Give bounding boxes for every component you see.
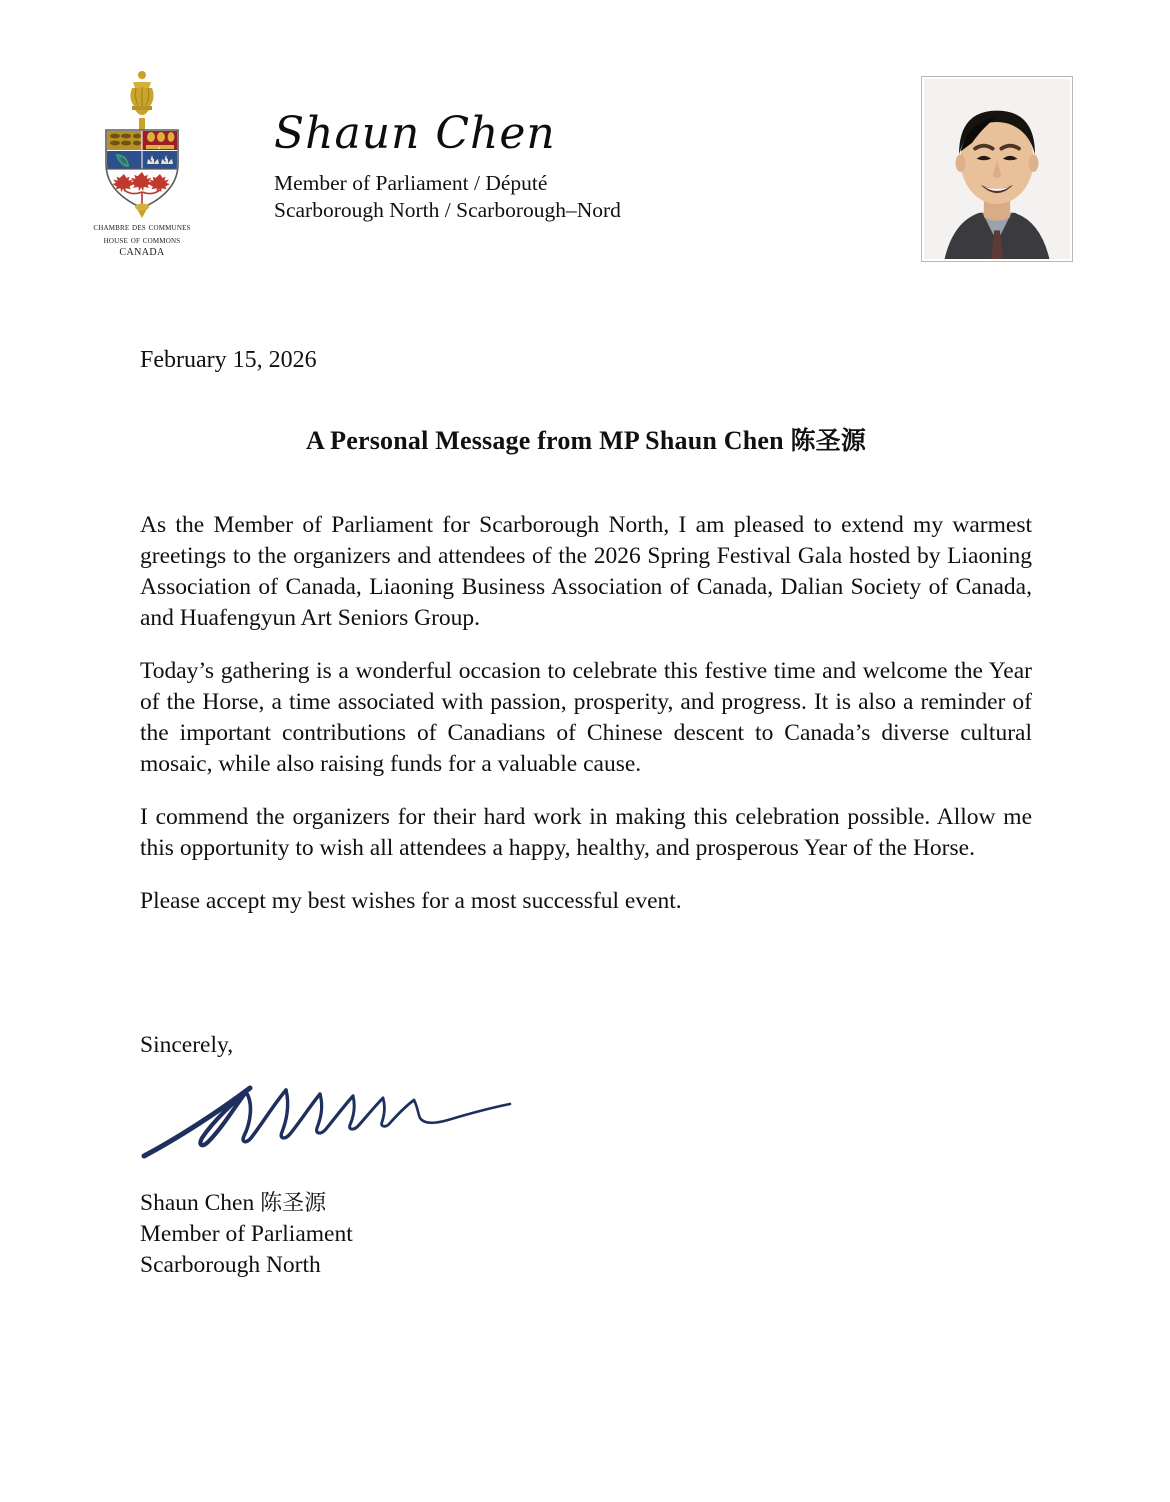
letter-paragraph: Today’s gathering is a wonderful occasion to celebrate this festive time and welcome the Year of the Horse, a time associated with passion, prosperity, and progress. It is also a reminder of the important contributions of Canadians of Chinese descent to Canada’s diverse cultural mosaic, while also raising funds for a valuable cause. — [140, 658, 1032, 777]
crest-caption-line-en: house of commons — [103, 234, 181, 246]
mp-portrait-frame — [921, 76, 1073, 262]
coat-of-arms-block — [62, 68, 222, 260]
mp-portrait-photo — [924, 79, 1070, 259]
mp-riding: Scarborough North / Scarborough–Nord — [274, 198, 621, 222]
signature-name-block — [140, 1188, 353, 1281]
letter-paragraph: As the Member of Parliament for Scarborough North, I am pleased to extend my warmest greetings to the organizers and attendees of the 2026 Spring Festival Gala hosted by Liaoning Association of Canada, Liaoning Business Association of Canada, Dalian Society of Canada, and Huafengyun Art Seniors Group. — [140, 512, 1032, 631]
letter-headline — [140, 424, 1032, 458]
letter-paragraphs — [140, 510, 1032, 939]
mp-script-name: Shaun Chen — [274, 108, 556, 159]
crest-caption — [62, 222, 222, 260]
signoff-riding: Scarborough North — [140, 1252, 321, 1278]
signoff-name: Shaun Chen — [140, 1190, 261, 1216]
handwritten-signature-icon — [138, 1068, 538, 1168]
signoff-name-line — [140, 1188, 353, 1219]
signoff-name-cjk: 陈圣源 — [260, 1191, 327, 1216]
letter-date: February 15, 2026 — [140, 347, 317, 373]
house-of-commons-crest-icon — [86, 68, 198, 218]
mp-name-block — [274, 108, 814, 224]
mp-title: Member of Parliament / Député — [274, 171, 548, 195]
crest-caption-line-fr: chambre des communes — [93, 222, 191, 233]
mp-title-lines — [274, 170, 814, 224]
letterhead — [0, 0, 1170, 300]
signature-block — [138, 1068, 558, 1168]
signoff-title: Member of Parliament — [140, 1221, 353, 1247]
headline-name-cjk: 陈圣源 — [790, 426, 867, 455]
letter-closing: Sincerely, — [140, 1032, 234, 1058]
headline-text: A Personal Message from MP Shaun Chen — [305, 426, 791, 455]
letter-paragraph: Please accept my best wishes for a most successful event. — [140, 888, 682, 914]
letter-paragraph: I commend the organizers for their hard work in making this celebration possible. Allow me this opportunity to wish all attendees a happy, healthy, and prosperous Year of the Horse. — [140, 804, 1032, 861]
crest-caption-line-country: CANADA — [119, 247, 165, 258]
